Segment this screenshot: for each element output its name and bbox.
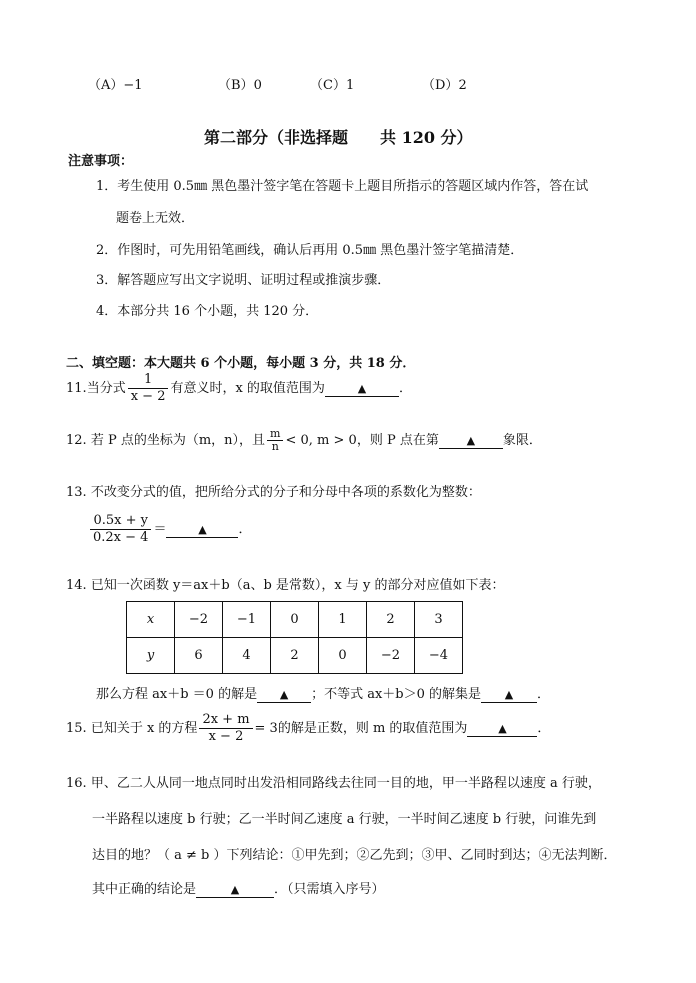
note-3: 3．解答题应写出文字说明、证明过程或推演步骤． <box>96 273 391 288</box>
q15-pre: 已知关于 x 的方程 <box>90 721 198 736</box>
q14-answer-blank-2 <box>481 687 537 703</box>
note-4: 4．本部分共 16 个小题，共 120 分． <box>96 304 319 319</box>
blank-marker-icon: ▲ <box>504 688 514 701</box>
q15-number: 15. <box>66 721 87 736</box>
choice-c-label: （C） <box>310 78 346 93</box>
choice-a <box>88 74 143 93</box>
table-head-y: y <box>127 638 175 674</box>
q15-equals: = 3 <box>254 721 278 736</box>
q12-post: ，则 P 点在第 <box>356 433 439 448</box>
blank-marker-icon: ▲ <box>498 722 507 735</box>
q12-denominator: n <box>271 440 279 453</box>
q11-fraction <box>128 372 169 405</box>
table-cell: −4 <box>415 638 463 674</box>
q16-line-2: 一半路程以速度 b 行驶；乙一半时间乙速度 a 行驶，一半时间乙速度 b 行驶，问谁先到 <box>92 812 597 827</box>
q14-number: 14. <box>66 578 87 593</box>
q16-last-pre: 其中正确的结论是 <box>92 882 197 897</box>
table-cell: 6 <box>175 638 223 674</box>
choice-d-label: （D） <box>422 78 459 93</box>
q12-condition: < 0, m > 0 <box>285 433 357 448</box>
choice-b-value: 0 <box>253 78 262 93</box>
table-cell: −1 <box>223 602 271 638</box>
choice-d <box>422 74 467 93</box>
section-heading: 二、填空题：本大题共 6 个小题，每小题 3 分，共 18 分． <box>66 356 416 371</box>
notes-heading: 注意事项： <box>68 154 134 169</box>
q13-denominator: 0.2x − 4 <box>93 530 149 545</box>
choice-b-label: （B） <box>218 78 254 93</box>
q14-text: 已知一次函数 y＝ax＋b（a、b 是常数），x 与 y 的部分对应值如下表： <box>90 578 505 593</box>
q15-end: ． <box>537 721 551 736</box>
q16-line-3: 达目的地？（ a ≠ b ）下列结论：①甲先到；②乙先到；③甲、乙同时到达；④无法判断． <box>92 848 617 863</box>
blank-marker-icon: ▲ <box>230 883 240 896</box>
q13-text: 不改变分式的值，把所给分式的分子和分母中各项的系数化为整数： <box>90 485 481 500</box>
table-row-y <box>127 638 463 674</box>
q14-answer-blank-1 <box>257 687 311 703</box>
table-head-x: x <box>127 602 175 638</box>
q15-post: 的解是正数，则 m 的取值范围为 <box>277 721 468 736</box>
q16-number: 16. <box>66 776 87 791</box>
question-14 <box>66 574 505 593</box>
q15-denominator: x − 2 <box>208 729 244 744</box>
q13-number: 13. <box>66 485 87 500</box>
note-1-cont: 题卷上无效． <box>116 211 195 226</box>
question-12 <box>66 428 542 453</box>
question-16-last-line <box>92 878 385 898</box>
blank-marker-icon: ▲ <box>466 434 476 447</box>
choice-a-value: −1 <box>123 78 143 93</box>
question-11 <box>66 372 412 405</box>
q12-end: 象限． <box>502 433 542 448</box>
table-cell: 3 <box>415 602 463 638</box>
note-1: 1．考生使用 0.5㎜ 黑色墨汁签字笔在答题卡上题目所指示的答题区域内作答，答在试 <box>96 179 589 194</box>
table-cell: −2 <box>367 638 415 674</box>
q12-numerator: m <box>267 428 283 441</box>
q15-answer-blank <box>467 721 537 737</box>
table-cell: 0 <box>319 638 367 674</box>
q11-pre: 当分式 <box>86 381 126 396</box>
choice-c <box>310 74 354 93</box>
table-cell: 4 <box>223 638 271 674</box>
q14-sub-pre: 那么方程 ax＋b ＝0 的解是 <box>96 687 258 702</box>
table-cell: −2 <box>175 602 223 638</box>
q11-answer-blank <box>325 381 399 397</box>
q11-end: ． <box>398 381 412 396</box>
table-row-x <box>127 602 463 638</box>
q13-equals: ＝ <box>153 522 167 537</box>
q13-end: ． <box>238 522 252 537</box>
q16-last-post: ．（只需填入序号） <box>274 882 385 897</box>
q13-answer-blank <box>166 522 238 538</box>
q13-expression <box>88 513 251 546</box>
question-16-line-1 <box>66 772 601 791</box>
q12-number: 12. <box>66 433 87 448</box>
q13-fraction <box>90 513 151 546</box>
q11-number: 11. <box>66 381 87 396</box>
q14-subquestion <box>96 683 550 703</box>
table-cell: 2 <box>367 602 415 638</box>
table-cell: 1 <box>319 602 367 638</box>
question-15 <box>66 712 550 745</box>
part-title: 第二部分（非选择题 共 120 分） <box>204 128 473 147</box>
q16-line-1: 甲、乙二人从同一地点同时出发沿相同路线去往同一目的地，甲一半路程以速度 a 行驶， <box>90 776 601 791</box>
q12-answer-blank <box>439 433 503 449</box>
choice-b <box>218 74 262 93</box>
table-cell: 0 <box>271 602 319 638</box>
q15-fraction <box>199 712 252 745</box>
q14-end: ． <box>537 687 551 702</box>
question-13 <box>66 481 481 500</box>
note-2: 2．作图时，可先用铅笔画线，确认后再用 0.5㎜ 黑色墨汁签字笔描清楚． <box>96 243 524 258</box>
q12-fraction <box>267 428 283 453</box>
q12-pre: 若 P 点的坐标为（m，n），且 <box>90 433 266 448</box>
table-cell: 2 <box>271 638 319 674</box>
q13-numerator: 0.5x + y <box>90 513 151 530</box>
value-table <box>126 601 463 674</box>
choice-d-value: 2 <box>458 78 467 93</box>
choice-a-label: （A） <box>88 78 124 93</box>
q15-numerator: 2x + m <box>199 712 252 729</box>
choice-c-value: 1 <box>345 78 355 93</box>
blank-marker-icon: ▲ <box>198 523 207 536</box>
q11-post: 有意义时，x 的取值范围为 <box>170 381 325 396</box>
q11-denominator: x − 2 <box>130 389 166 404</box>
blank-marker-icon: ▲ <box>357 382 367 395</box>
q16-answer-blank <box>196 882 274 898</box>
q14-sub-mid: ；不等式 ax＋b＞0 的解集是 <box>311 687 482 702</box>
q11-numerator: 1 <box>128 372 169 389</box>
blank-marker-icon: ▲ <box>279 688 289 701</box>
